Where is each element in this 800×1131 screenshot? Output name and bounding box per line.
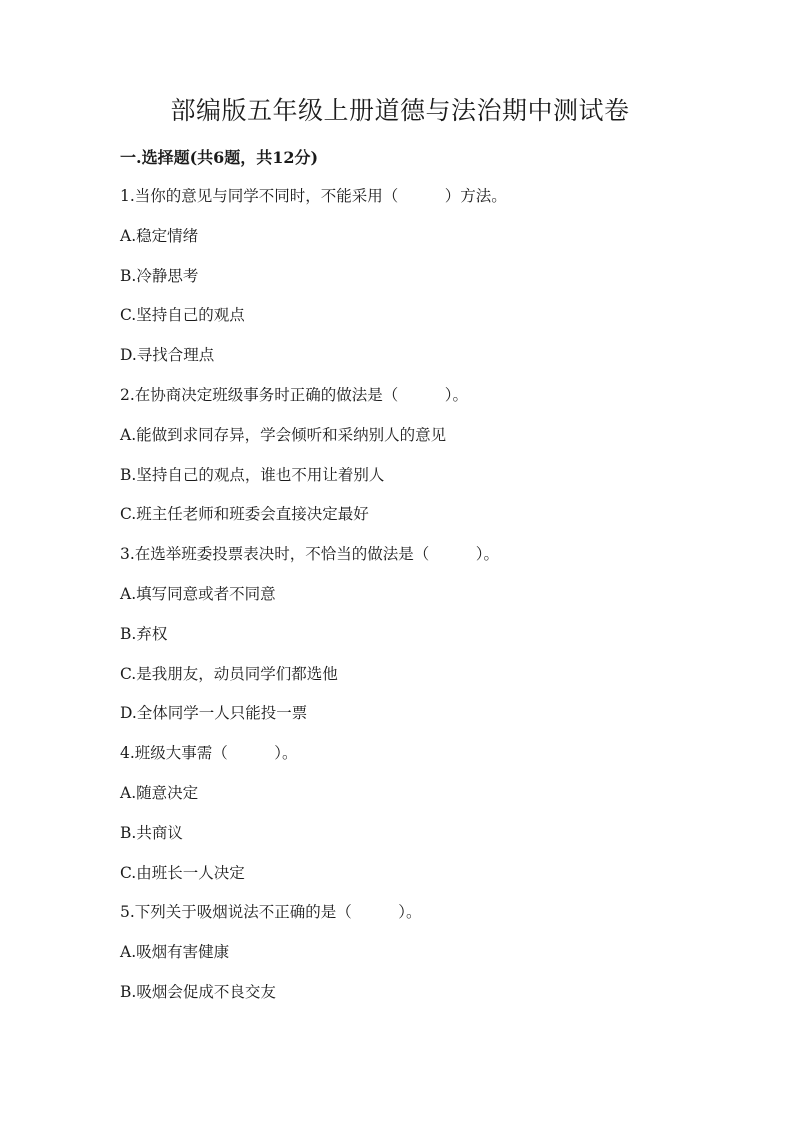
- option-text: B.共商议: [120, 823, 183, 842]
- question-text: 3.在选举班委投票表决时，不恰当的做法是（ ）。: [120, 545, 500, 564]
- question-text: 5.下列关于吸烟说法不正确的是（ ）。: [120, 903, 422, 922]
- page-title: 部编版五年级上册道德与法治期中测试卷: [170, 96, 630, 125]
- option-text: B.冷静思考: [120, 266, 199, 285]
- option-text: C.由班长一人决定: [120, 863, 245, 882]
- section-heading: 一.选择题(共6题，共12分): [120, 148, 319, 167]
- option-text: A.吸烟有害健康: [120, 943, 230, 962]
- option-text: C.坚持自己的观点: [120, 306, 245, 325]
- option-text: B.吸烟会促成不良交友: [120, 982, 276, 1001]
- question-text: 1.当你的意见与同学不同时，不能采用（ ）方法。: [120, 187, 507, 205]
- option-text: D.全体同学一人只能投一票: [120, 704, 308, 723]
- option-text: A.填写同意或者不同意: [120, 584, 276, 603]
- option-text: A.能做到求同存异，学会倾听和采纳别人的意见: [120, 425, 447, 444]
- option-text: B.弃权: [120, 624, 168, 643]
- option-text: D.寻找合理点: [120, 346, 215, 365]
- option-text: B.坚持自己的观点，谁也不用让着别人: [120, 465, 385, 484]
- question-text: 4.班级大事需（ ）。: [120, 744, 298, 763]
- option-text: C.班主任老师和班委会直接决定最好: [120, 505, 369, 524]
- question-text: 2.在协商决定班级事务时正确的做法是（ ）。: [120, 385, 469, 404]
- option-text: C.是我朋友，动员同学们都选他: [120, 664, 338, 683]
- option-text: A.随意决定: [120, 783, 199, 802]
- question-list: [120, 184, 740, 1020]
- option-text: A.稳定情绪: [120, 226, 199, 245]
